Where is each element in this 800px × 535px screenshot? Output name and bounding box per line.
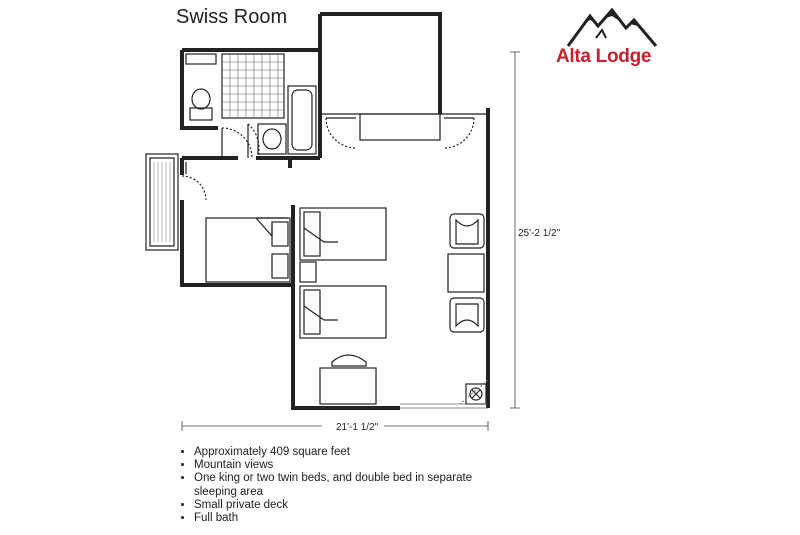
feature-item: • Small private deck — [194, 499, 514, 512]
logo-text: Alta Lodge — [556, 46, 652, 67]
feature-item: • Mountain views — [194, 459, 514, 472]
features-list — [180, 446, 514, 525]
page-title: Swiss Room — [176, 6, 288, 28]
twin-bed-1 — [300, 208, 386, 260]
seating — [448, 214, 484, 332]
nightstand — [300, 262, 316, 282]
desk — [320, 355, 376, 404]
private-deck — [146, 154, 178, 250]
king-bed — [206, 218, 290, 282]
height-dimension: 25'-2 1/2" — [518, 228, 561, 239]
feature-item: • Approximately 409 square feet — [194, 446, 514, 459]
exterior-walls — [182, 14, 488, 408]
twin-bed-2 — [300, 286, 386, 338]
width-dimension: 21'-1 1/2" — [336, 422, 379, 433]
feature-item: • Full bath — [194, 512, 514, 525]
dimension-lines — [182, 52, 520, 431]
feature-item: • One king or two twin beds, and double bed in separate sleeping area — [194, 472, 514, 498]
